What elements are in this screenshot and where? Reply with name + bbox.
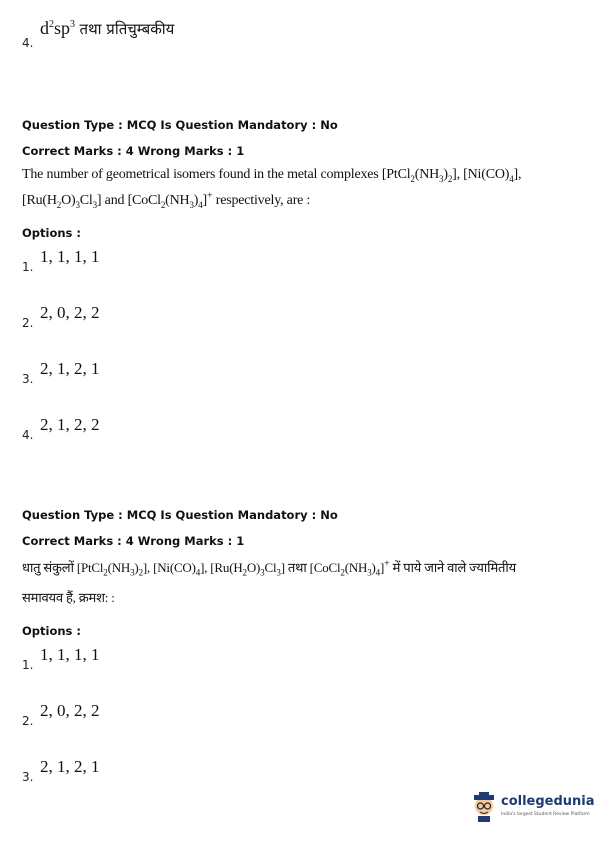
- q1-options-label: Options :: [22, 226, 81, 240]
- q2-marks-line: Correct Marks : 4 Wrong Marks : 1: [22, 534, 245, 548]
- q2-option3-number: 3.: [22, 770, 34, 784]
- q2-option1-text[interactable]: 1, 1, 1, 1: [40, 645, 100, 664]
- q2-question-text: धातु संकुलों $[PtCl_2(NH_3)_2]$, $[Ni(CO)_4]$, $[Ru(H_2O)_3Cl_3]$ तथा $[CoCl_2(NH_3)_4]^+$ में पाये जाने वाले ज्यामितीय समावयव हैं, क्रमश: :: [22, 558, 516, 605]
- top-item-text: [40, 18, 174, 39]
- q1-option3-number: 3.: [22, 372, 34, 386]
- q1-marks-line: Correct Marks : 4 Wrong Marks : 1: [22, 144, 245, 158]
- q1-type-line: Question Type : MCQ Is Question Mandatory : No: [22, 118, 338, 132]
- q2-option1-number: 1.: [22, 658, 34, 672]
- formula-sup1: 2: [49, 19, 54, 30]
- q1-option1-text[interactable]: 1, 1, 1, 1: [40, 247, 100, 266]
- q2-options-label: Options :: [22, 624, 81, 638]
- formula-sup2: 3: [70, 19, 76, 30]
- logo-tagline: India's largest Student Review Platform: [501, 812, 590, 817]
- collegedunia-logo[interactable]: [470, 788, 595, 828]
- q2-option3-text[interactable]: 2, 1, 2, 1: [40, 757, 100, 776]
- q1-question-text: The number of geometrical isomers found in the metal complexes $[PtCl_2(NH_3)_2]$, $[Ni(CO)_4]$, $[Ru(H_2O)_3Cl_3]$ and $[CoCl_2(NH_3)_4]^+$ respectively, are :: [22, 167, 522, 210]
- q2-option2-number: 2.: [22, 714, 34, 728]
- q2-type-line: Question Type : MCQ Is Question Mandatory : No: [22, 508, 338, 522]
- logo-name: collegedunia: [501, 794, 595, 809]
- mascot-icon: [470, 790, 498, 822]
- q2-option2-text[interactable]: 2, 0, 2, 2: [40, 701, 100, 720]
- formula-base2: sp: [54, 18, 71, 38]
- q1-option3-text[interactable]: 2, 1, 2, 1: [40, 359, 100, 378]
- q1-option2-text[interactable]: 2, 0, 2, 2: [40, 303, 100, 322]
- top-item-number: 4.: [22, 36, 34, 50]
- q1-option2-number: 2.: [22, 316, 34, 330]
- q1-option4-text[interactable]: 2, 1, 2, 2: [40, 415, 100, 434]
- formula-base1: d: [40, 18, 49, 38]
- q1-option1-number: 1.: [22, 260, 34, 274]
- q1-option4-number: 4.: [22, 428, 34, 442]
- top-item-hindi: तथा प्रतिचुम्बकीय: [79, 20, 175, 38]
